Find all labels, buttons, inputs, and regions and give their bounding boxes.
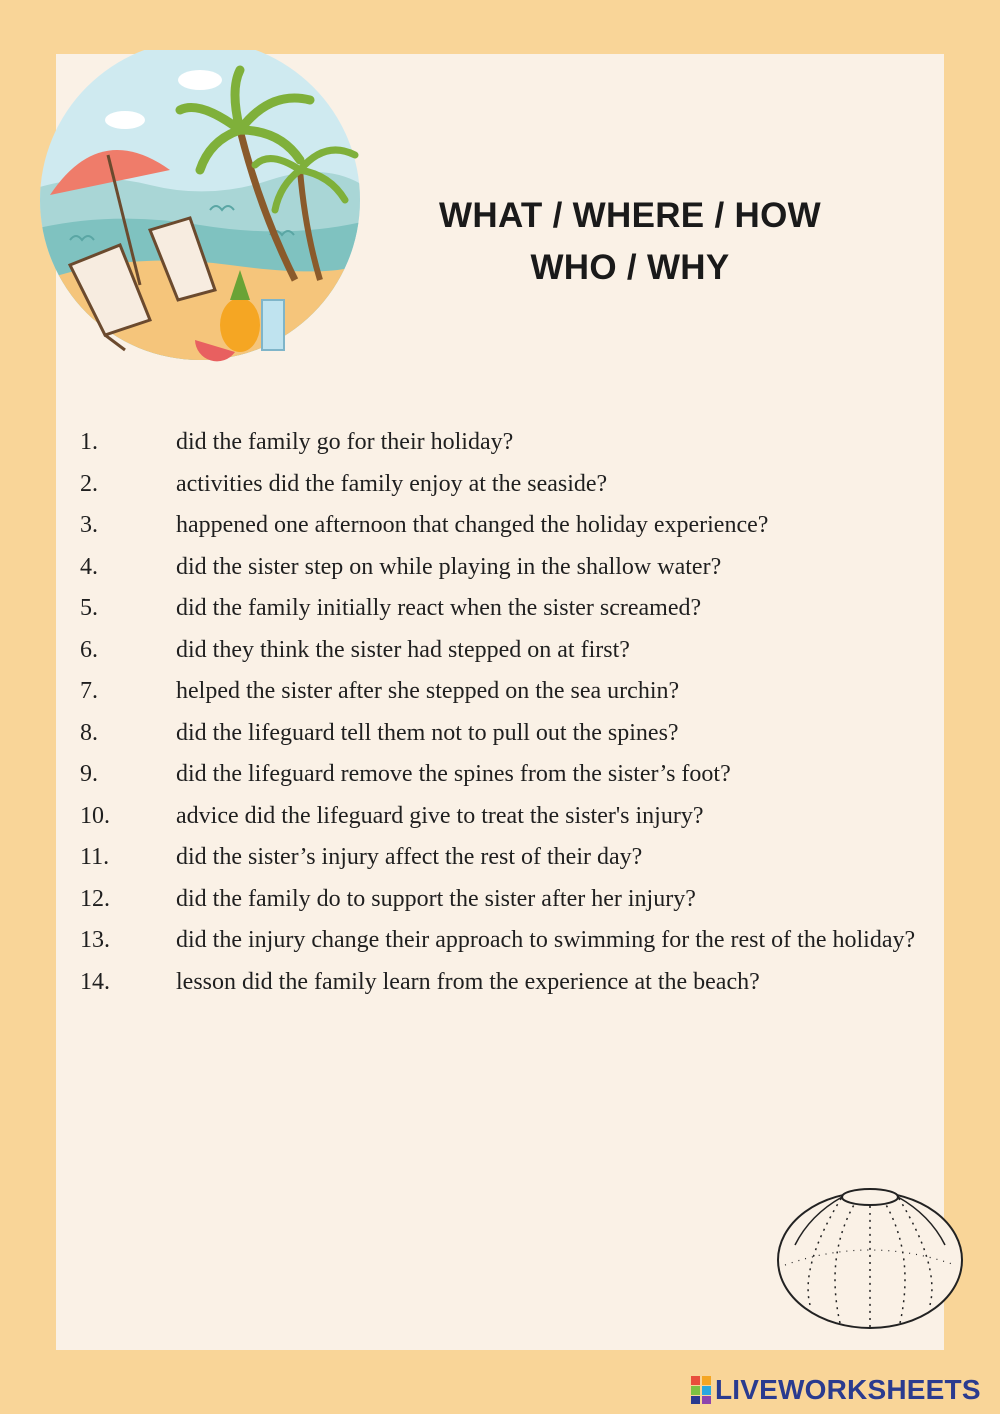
question-item — [80, 920, 960, 962]
question-number: 7. — [80, 678, 98, 704]
brand-logo[interactable] — [690, 1372, 981, 1408]
sea-urchin-illustration — [770, 1175, 970, 1335]
question-item — [80, 754, 960, 796]
question-number: 1. — [80, 429, 98, 455]
question-text: did the sister step on while playing in the shallow water? — [176, 553, 722, 580]
question-number: 14. — [80, 968, 110, 995]
question-item — [80, 464, 960, 506]
question-item — [80, 422, 960, 464]
question-item — [80, 588, 960, 630]
beach-illustration — [30, 50, 370, 380]
question-number: 11. — [80, 844, 110, 870]
question-number: 6. — [80, 636, 98, 663]
question-text: did the family initially react when the sister screamed? — [176, 595, 702, 621]
question-item — [80, 879, 960, 921]
question-text: did the injury change their approach to swimming for the rest of the holiday? — [176, 927, 916, 953]
question-item — [80, 713, 960, 755]
question-item — [80, 547, 960, 589]
live-worksheets-logo-icon — [690, 1375, 712, 1405]
question-number: 2. — [80, 470, 98, 497]
question-number: 8. — [80, 719, 98, 746]
question-text: activities did the family enjoy at the seaside? — [176, 470, 608, 497]
question-list — [80, 422, 960, 1003]
brand-name: LIVEWORKSHEETS — [715, 1374, 981, 1405]
question-text: helped the sister after she stepped on the sea urchin? — [176, 678, 680, 704]
question-number: 3. — [80, 512, 98, 538]
question-text: lesson did the family learn from the experience at the beach? — [176, 968, 760, 995]
title-line-1: WHAT / WHERE / HOW — [439, 196, 821, 235]
question-text: did the lifeguard tell them not to pull out the spines? — [176, 719, 679, 746]
question-item — [80, 962, 960, 1004]
question-item — [80, 505, 960, 547]
question-number: 12. — [80, 885, 110, 912]
question-number: 4. — [80, 553, 98, 580]
question-text: did they think the sister had stepped on at first? — [176, 636, 630, 663]
question-number: 5. — [80, 595, 98, 621]
question-text: did the sister’s injury affect the rest of their day? — [176, 844, 643, 870]
question-number: 9. — [80, 761, 98, 787]
page-title — [330, 190, 930, 294]
question-text: did the family go for their holiday? — [176, 429, 514, 455]
question-number: 13. — [80, 927, 110, 953]
question-item — [80, 630, 960, 672]
question-text: happened one afternoon that changed the holiday experience? — [176, 512, 769, 538]
question-item — [80, 796, 960, 838]
question-item — [80, 837, 960, 879]
question-text: did the lifeguard remove the spines from the sister’s foot? — [176, 761, 731, 787]
title-line-2: WHO / WHY — [530, 248, 730, 287]
question-item — [80, 671, 960, 713]
question-text: advice did the lifeguard give to treat the sister's injury? — [176, 802, 704, 829]
question-text: did the family do to support the sister after her injury? — [176, 885, 696, 912]
question-number: 10. — [80, 802, 110, 829]
